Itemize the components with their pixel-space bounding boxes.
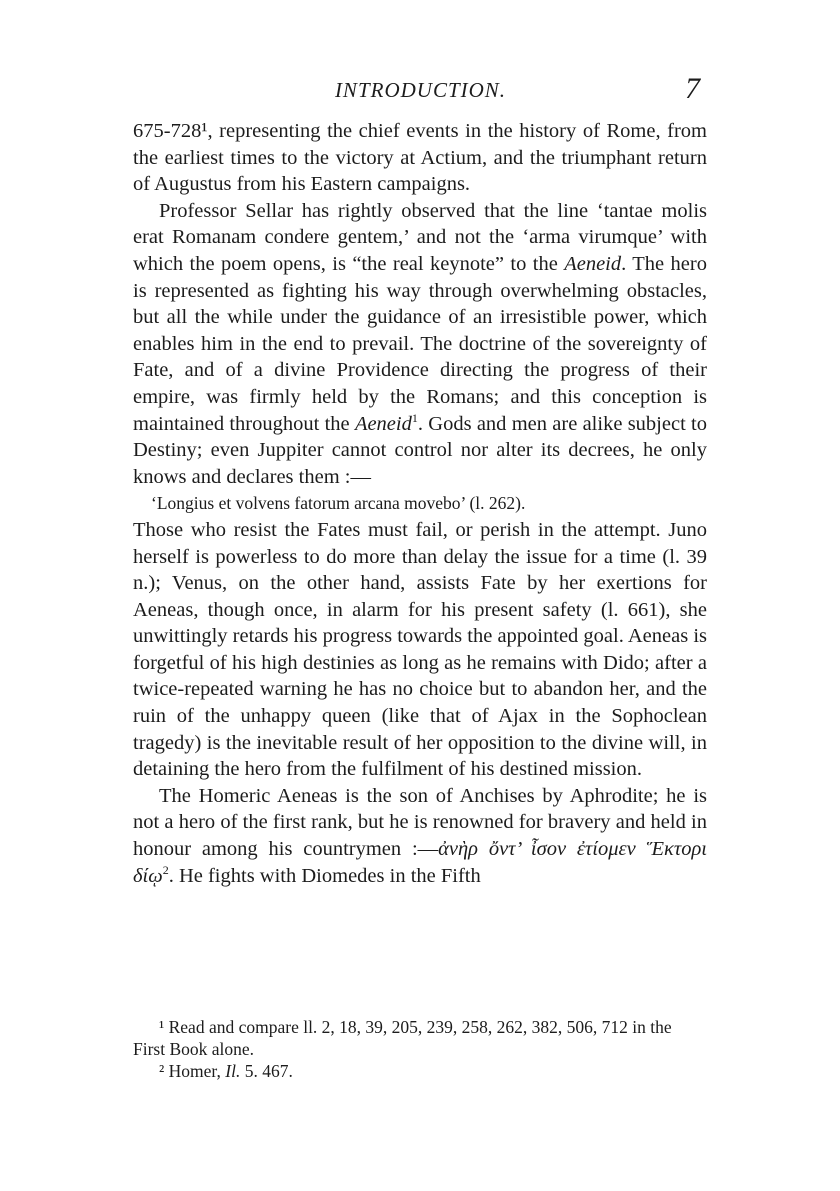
- paragraph-4-part-a: The Homeric Aeneas is the son of Anchises by Aphrodite; he is not a hero of the first rank, but he is renowned for bravery and held in honour among his countrymen :—: [133, 784, 707, 861]
- footnotes: [133, 1016, 707, 1082]
- footnote-ref-1: 1: [411, 410, 418, 425]
- body-text: [133, 118, 707, 889]
- paragraph-2-part-b: . The hero is represented as fighting his way through overwhelming obstacles, but all the while under the guidance of an irresistible power, which enables him in the end to prevail. The doctrine of the sovereignty of Fate, and of a divine Providence directing the progress of their empire, was firmly held by the Romans; and this conception is maintained throughout the: [133, 252, 707, 435]
- latin-quotation: ‘Longius et volvens fatorum arcana movebo’ (l. 262).: [151, 493, 526, 514]
- aeneid-title: Aeneid: [354, 412, 412, 435]
- footnote-ref-2: 2: [162, 862, 169, 877]
- paragraph-2: [133, 198, 707, 491]
- aeneid-title: Aeneid: [564, 252, 622, 275]
- paragraph-1: 675-728¹, representing the chief events in the history of Rome, from the earliest times to the victory at Actium, and the triumphant return of Augustus from his Eastern campaigns.: [133, 120, 707, 196]
- footnote-1: ¹ Read and compare ll. 2, 18, 39, 205, 239, 258, 262, 382, 506, 712 in the First Book alone.: [133, 1017, 672, 1059]
- paragraph-2-part-a: Professor Sellar has rightly observed that the line ‘tantae molis erat Romanam condere gentem,’ and not the ‘arma virumque’ with which the poem opens, is “the real keynote” to the: [133, 199, 707, 275]
- page-number: 7: [685, 72, 700, 105]
- paragraph-3: Those who resist the Fates must fail, or perish in the attempt. Juno herself is powerless to do more than delay the issue for a time (l. 39 n.); Venus, on the other hand, assists Fate by her exertions for Aeneas, though once, in alarm for his present safety (l. 661), she unwittingly retards his progress towards the appointed goal. Aeneas is forgetful of his high destinies as long as he remains with Dido; after a twice-repeated warning he has no choice but to abandon her, and the ruin of the unhappy queen (like that of Ajax in the Sophoclean tragedy) is the inevitable result of her opposition to the divine will, in detaining the hero from the fulfilment of his destined mission.: [133, 518, 707, 781]
- paragraph-2-part-c: . Gods and men are alike subject to Destiny; even Juppiter cannot control nor alter its decrees, he only knows and declares them :—: [133, 412, 707, 488]
- greek-quotation: ἀνὴρ ὄντ’ ἶσον ἐτίομεν Ἕκτορι δίῳ: [133, 838, 707, 887]
- footnote-2-part-a: ² Homer,: [159, 1061, 226, 1081]
- footnote-2-part-b: 5. 467.: [240, 1061, 293, 1081]
- paragraph-4-part-b: . He fights with Diomedes in the Fifth: [168, 864, 481, 887]
- iliad-abbrev: Il.: [225, 1061, 241, 1081]
- running-head: INTRODUCTION.: [334, 78, 507, 102]
- footnote-2: [133, 1060, 707, 1082]
- paragraph-4: [133, 783, 707, 889]
- page-header: [133, 72, 708, 112]
